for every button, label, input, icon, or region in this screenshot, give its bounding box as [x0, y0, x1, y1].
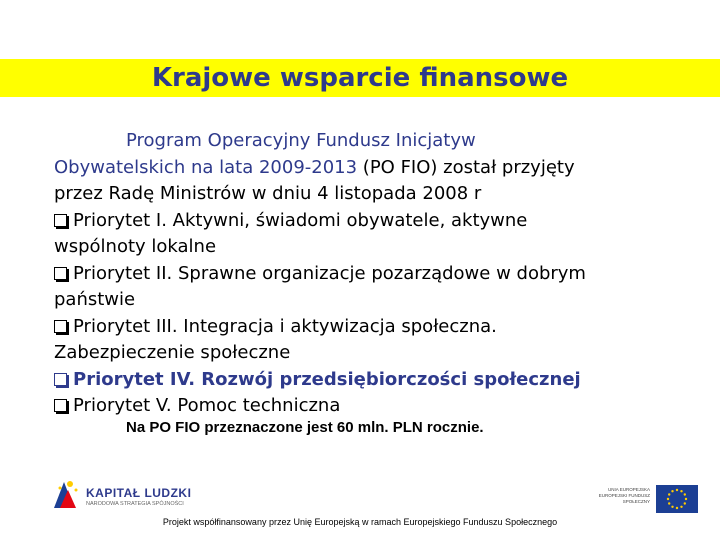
checkbox-bullet-icon	[54, 214, 67, 227]
intro-line-2	[54, 155, 694, 182]
priority-item-1	[54, 208, 694, 235]
priority-item-2	[54, 261, 694, 288]
priority-4-line-1: Priorytet IV. Rozwój przedsiębiorczości społecznej	[73, 368, 581, 390]
priority-3-line-2: Zabezpieczenie społeczne	[54, 342, 291, 363]
priority-item-5	[54, 393, 694, 420]
slide-title: Krajowe wsparcie finansowe	[151, 63, 569, 93]
logo-sub-text: NARODOWA STRATEGIA SPÓJNOŚCI	[86, 501, 184, 507]
priority-3-line-1: Priorytet III. Integracja i aktywizacja społeczna.	[73, 315, 497, 337]
eu-flag-icon	[656, 485, 698, 513]
cofinance-text: Projekt współfinansowany przez Unię Europejską w ramach Europejskiego Funduszu Społecznego	[162, 517, 558, 527]
checkbox-bullet-icon	[54, 399, 67, 412]
intro-line-2-rest: (PO FIO) został przyjęty	[357, 156, 575, 178]
priority-2-line-2: państwie	[54, 289, 136, 310]
eu-text: UNIA EUROPEJSKA EUROPEJSKI FUNDUSZ SPOŁECZNY	[598, 487, 650, 504]
checkbox-bullet-icon	[54, 320, 67, 333]
intro-line-1: Program Operacyjny Fundusz Inicjatyw	[126, 130, 476, 151]
funding-note: Na PO FIO przeznaczone jest 60 mln. PLN rocznie.	[126, 419, 484, 436]
checkbox-bullet-icon	[54, 267, 67, 280]
priority-1-line-2: wspólnoty lokalne	[54, 236, 217, 257]
priority-item-3	[54, 314, 694, 341]
logo-main-text: KAPITAŁ LUDZKI	[86, 486, 192, 500]
priority-1-line-1: Priorytet I. Aktywni, świadomi obywatele, aktywne	[73, 209, 528, 231]
intro-line-3: przez Radę Ministrów w dniu 4 listopada 2008 r	[54, 183, 482, 204]
priority-5-line-1: Priorytet V. Pomoc techniczna	[73, 395, 341, 416]
priority-2-line-1: Priorytet II. Sprawne organizacje pozarządowe w dobrym	[73, 262, 586, 284]
checkbox-bullet-icon	[54, 373, 67, 386]
intro-line-2-blue: Obywatelskich na lata 2009-2013	[54, 156, 358, 178]
priority-item-4	[54, 367, 694, 394]
slide-body	[54, 128, 694, 420]
